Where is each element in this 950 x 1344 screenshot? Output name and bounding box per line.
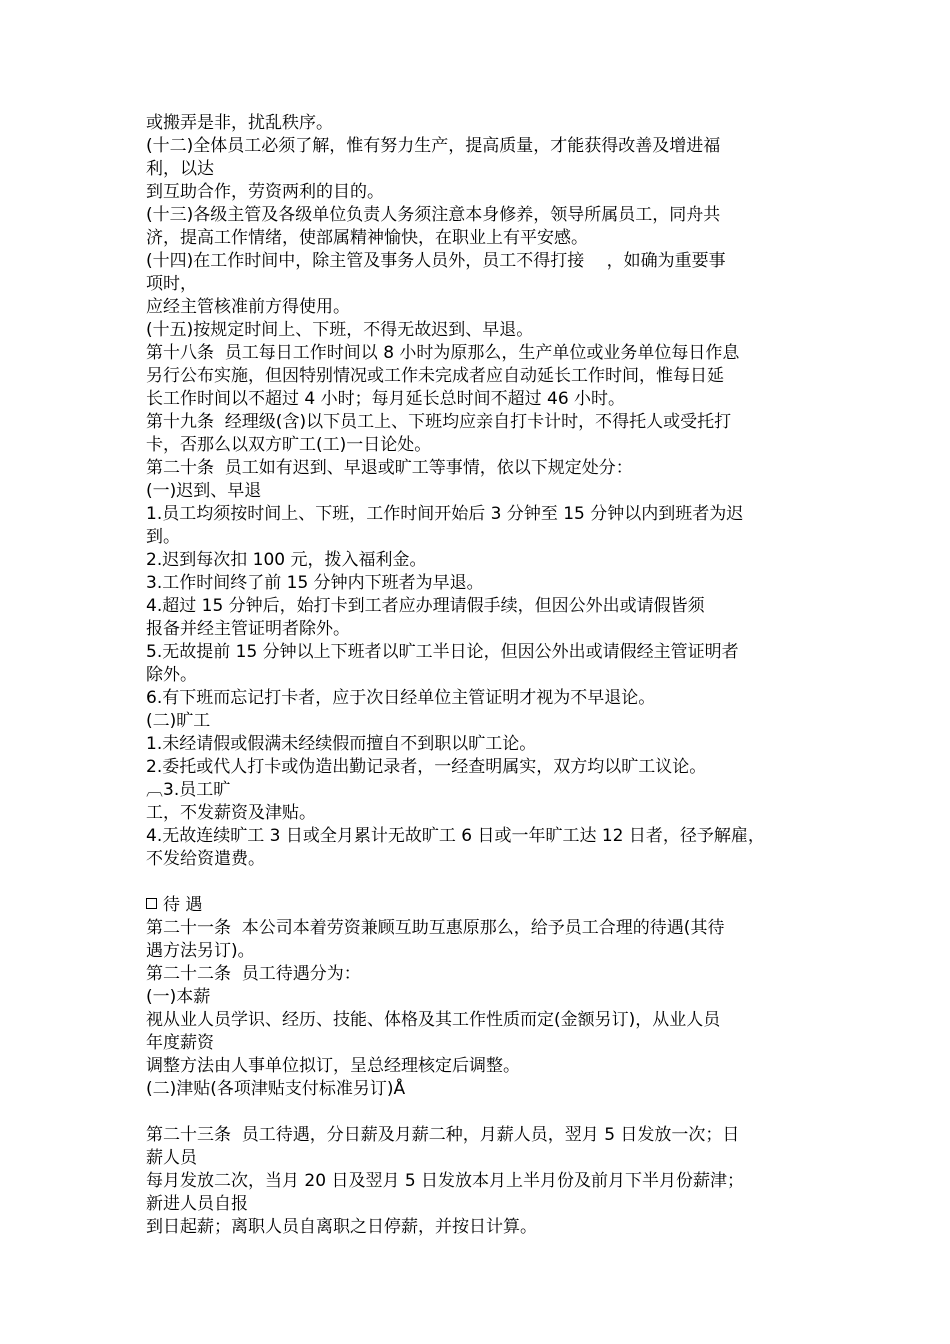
text-line: 遇方法另订)。 <box>146 941 255 961</box>
text-line: (一)本薪 <box>146 987 211 1007</box>
text-line: 第二十一条 本公司本着劳资兼顾互助互惠原那么，给予员工合理的待遇(其待 <box>146 918 725 938</box>
text-line: 到日起薪；离职人员自离职之日停薪，并按日计算。 <box>146 1217 537 1237</box>
text-line: 2.迟到每次扣 100 元，拨入福利金。 <box>146 550 427 570</box>
text-line: 到。 <box>146 527 180 547</box>
text-line: 第二十条 员工如有迟到、早退或旷工等事情，依以下规定处分： <box>146 458 633 478</box>
text-line: 第十九条 经理级(含)以下员工上、下班均应亲自打卡计时，不得托人或受托打 <box>146 412 732 432</box>
blank-line <box>146 871 826 894</box>
text-line: 每月发放二次，当月 20 日及翌月 5 日发放本月上半月份及前月下半月份薪津； <box>146 1171 745 1191</box>
text-line: 第二十二条 员工待遇分为： <box>146 964 361 984</box>
text-line: 济，提高工作情绪，使部属精神愉快，在职业上有平安感。 <box>146 228 588 248</box>
text-line: 不发给资遣费。 <box>146 849 265 869</box>
text-line: (二)旷工 <box>146 711 211 731</box>
text-line: 报备并经主管证明者除外。 <box>146 619 350 639</box>
text-line: 另行公布实施，但因特别情况或工作未完成者应自动延长工作时间，惟每日延 <box>146 366 724 386</box>
text-line: 4.超过 15 分钟后，始打卡到工者应办理请假手续，但因公外出或请假皆须 <box>146 596 705 616</box>
text-line: 长工作时间以不超过 4 小时；每月延长总时间不超过 46 小时。 <box>146 389 626 409</box>
document-page <box>146 112 826 1239</box>
text-line: ︹3.员工旷 <box>146 780 231 800</box>
text-line: (十五)按规定时间上、下班，不得无故迟到、早退。 <box>146 320 534 340</box>
text-line: 应经主管核准前方得使用。 <box>146 297 350 317</box>
text-line: 工，不发薪资及津贴。 <box>146 803 316 823</box>
text-line: 5.无故提前 15 分钟以上下班者以旷工半日论，但因公外出或请假经主管证明者 <box>146 642 739 662</box>
text-line: 利，以达 <box>146 159 214 179</box>
text-line: 6.有下班而忘记打卡者，应于次日经单位主管证明才视为不早退论。 <box>146 688 656 708</box>
text-line: 调整方法由人事单位拟订，呈总经理核定后调整。 <box>146 1056 520 1076</box>
text-line: 2.委托或代人打卡或伪造出勤记录者，一经查明属实，双方均以旷工议论。 <box>146 757 707 777</box>
square-bullet-icon <box>146 898 157 909</box>
text-line: 除外。 <box>146 665 197 685</box>
text-line: 1.员工均须按时间上、下班，工作时间开始后 3 分钟至 15 分钟以内到班者为迟 <box>146 504 744 524</box>
text-line: 薪人员 <box>146 1148 197 1168</box>
text-line: 或搬弄是非，扰乱秩序。 <box>146 113 333 133</box>
text-line: 第二十三条 员工待遇，分日薪及月薪二种，月薪人员，翌月 5 日发放一次；日 <box>146 1125 740 1145</box>
text-block-compensation <box>146 917 826 1101</box>
text-line: (十二)全体员工必须了解，惟有努力生产，提高质量，才能获得改善及增进福 <box>146 136 721 156</box>
text-line: 1.未经请假或假满未经续假而擅自不到职以旷工论。 <box>146 734 537 754</box>
text-block-payment <box>146 1124 826 1239</box>
text-line: 视从业人员学识、经历、技能、体格及其工作性质而定(金额另订)，从业人员 <box>146 1010 721 1030</box>
text-line: (十四)在工作时间中，除主管及事务人员外，员工不得打接 ，如确为重要事 <box>146 251 726 271</box>
text-line: 3.工作时间终了前 15 分钟内下班者为早退。 <box>146 573 484 593</box>
text-line: 年度薪资 <box>146 1033 214 1053</box>
text-line: (二)津贴(各项津贴支付标准另订)Å <box>146 1079 406 1099</box>
text-line: 第十八条 员工每日工作时间以 8 小时为原那么，生产单位或业务单位每日作息 <box>146 343 740 363</box>
text-line: 4.无故连续旷工 3 日或全月累计无故旷工 6 日或一年旷工达 12 日者，径予解雇， <box>146 826 765 846</box>
text-line: 新进人员自报 <box>146 1194 248 1214</box>
text-line: (十三)各级主管及各级单位负责人务须注意本身修养，领导所属员工，同舟共 <box>146 205 721 225</box>
section-heading <box>146 894 826 917</box>
text-line: (一)迟到、早退 <box>146 481 262 501</box>
blank-line <box>146 1101 826 1124</box>
text-line: 卡，否那么以双方旷工(工)一日论处。 <box>146 435 432 455</box>
text-block-attendance <box>146 112 826 871</box>
section-heading-text: 待 遇 <box>163 895 203 915</box>
text-line: 到互助合作，劳资两利的目的。 <box>146 182 384 202</box>
text-line: 项时， <box>146 274 197 294</box>
